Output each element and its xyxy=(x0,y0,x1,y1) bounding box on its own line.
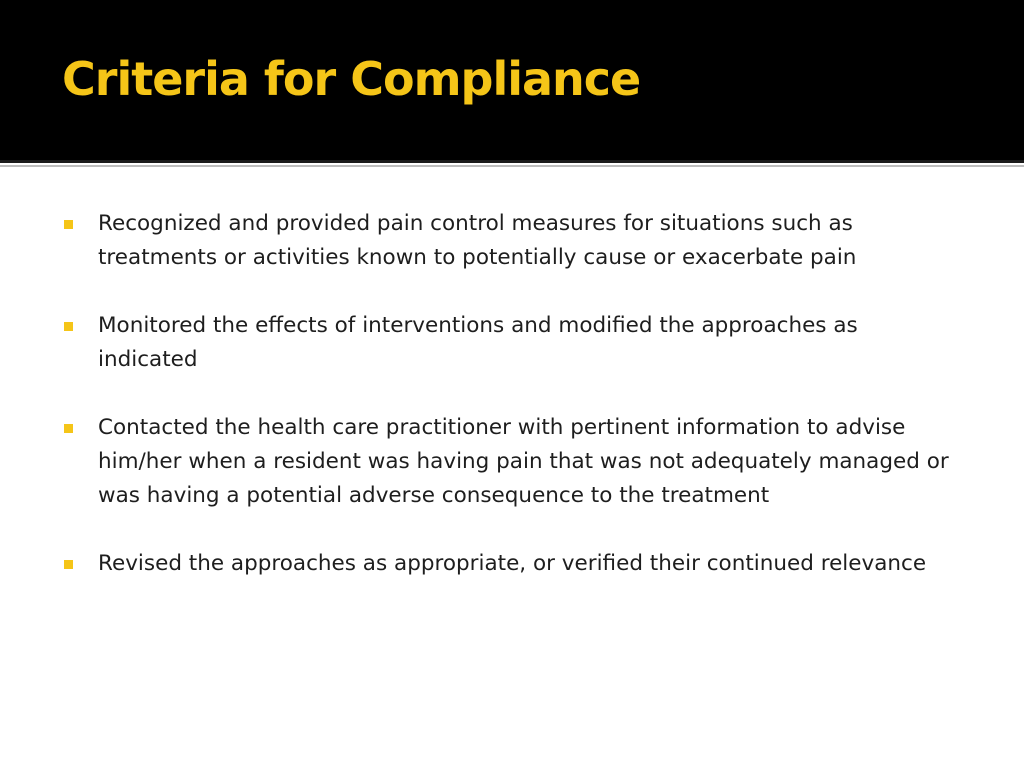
square-bullet-icon xyxy=(64,560,73,569)
bullet-list xyxy=(62,207,962,615)
bullet-text: Contacted the health care practitioner with pertinent information to advise him/her when a resident was having pain that was not adequately managed or was having a potential adverse consequence to the treatment xyxy=(98,415,949,508)
bullet-text: Monitored the effects of interventions and modified the approaches as indicated xyxy=(98,313,858,372)
bullet-text: Revised the approaches as appropriate, or verified their continued relevance xyxy=(98,551,927,576)
square-bullet-icon xyxy=(64,322,73,331)
slide-title: Criteria for Compliance xyxy=(62,52,641,106)
title-divider xyxy=(0,160,1024,163)
title-divider-shadow xyxy=(0,165,1024,167)
square-bullet-icon xyxy=(64,220,73,229)
square-bullet-icon xyxy=(64,424,73,433)
title-bar xyxy=(0,0,1024,160)
bullet-text: Recognized and provided pain control measures for situations such as treatments or activities known to potentially cause or exacerbate pain xyxy=(98,211,857,270)
bullet-item xyxy=(62,411,962,513)
bullet-item xyxy=(62,309,962,377)
bullet-item xyxy=(62,547,962,581)
bullet-item xyxy=(62,207,962,275)
